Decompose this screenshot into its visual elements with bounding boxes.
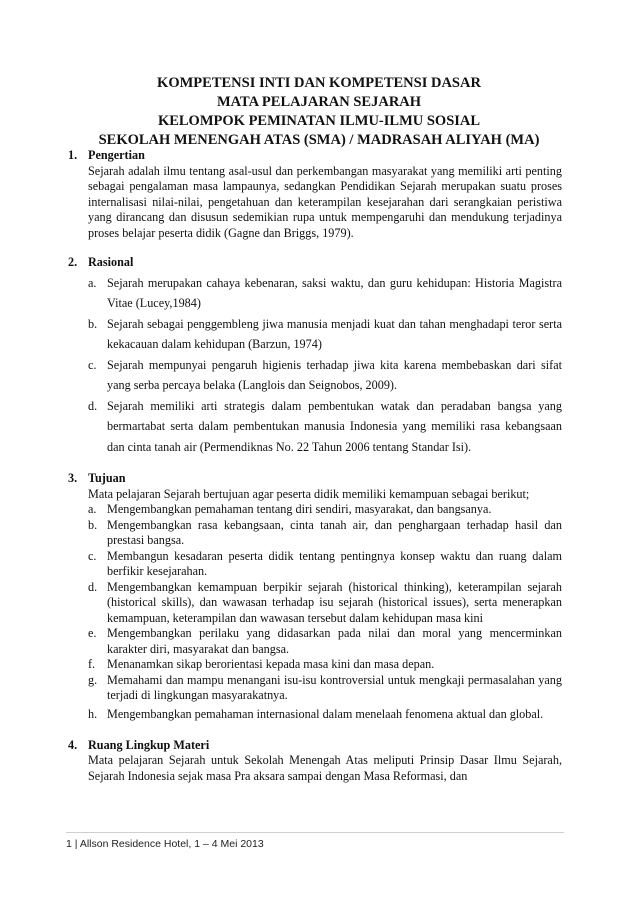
document-title <box>60 74 578 150</box>
section-heading: Rasional <box>88 255 134 269</box>
tujuan-list <box>88 502 562 724</box>
list-text: Sejarah memiliki arti strategis dalam pembentukan watak dan peradaban bangsa yang bermartabat serta dalam pembentukan manusia Indonesia yang memiliki rasa kebangsaan dan cinta tanah air (Permendiknas No. 22 Tahun 2006 tentang Standar Isi). <box>107 398 562 454</box>
list-text: Mengembangkan perilaku yang didasarkan pada nilai dan moral yang mencerminkan karakter diri, masyarakat dan bangsa. <box>107 626 562 656</box>
title-line-3: KELOMPOK PEMINATAN ILMU-ILMU SOSIAL <box>157 113 481 129</box>
list-letter: c. <box>88 548 97 563</box>
list-letter: d. <box>88 579 98 594</box>
list-item <box>88 273 562 314</box>
section-rasional <box>68 255 562 457</box>
list-text: Mengembangkan pemahaman tentang diri sendiri, masyarakat, dan bangsanya. <box>107 502 492 516</box>
page-footer: 1 | Allson Residence Hotel, 1 – 4 Mei 2013 <box>66 838 264 850</box>
list-text: Mengembangkan rasa kebangsaan, cinta tanah air, dan penghargaan terhadap hasil dan prestasi bangsa. <box>107 517 562 547</box>
list-letter: b. <box>88 316 98 331</box>
list-text: Memahami dan mampu menangani isu-isu kontroversial untuk mengkaji permasalahan yang terjadi di lingkungan masyarakatnya. <box>107 672 562 702</box>
list-letter: h. <box>88 706 98 721</box>
section-paragraph: Mata pelajaran Sejarah untuk Sekolah Menengah Atas meliputi Prinsip Dasar Ilmu Sejarah, Sejarah Indonesia sejak masa Pra aksara sampai dengan Masa Reformasi, dan <box>88 753 562 783</box>
section-heading: Pengertian <box>88 148 145 162</box>
list-text: Sejarah merupakan cahaya kebenaran, saksi waktu, dan guru kehidupan: Historia Magistra Vitae (Lucey,1984) <box>107 275 562 310</box>
list-item <box>88 704 562 724</box>
title-line-4: SEKOLAH MENENGAH ATAS (SMA) / MADRASAH ALIYAH (MA) <box>98 132 540 148</box>
section-number: 4. <box>68 737 78 752</box>
list-text: Mengembangkan pemahaman internasional dalam menelaah fenomena aktual dan global. <box>107 706 544 721</box>
list-letter: a. <box>88 275 97 290</box>
list-letter: b. <box>88 517 98 532</box>
list-item <box>88 549 562 580</box>
section-paragraph: Sejarah adalah ilmu tentang asal-usul dan perkembangan masyarakat yang memiliki arti penting sebagai pengalaman masa lampaunya, sedangkan Pendidikan Sejarah merupakan suatu proses internalisasi nilai-nilai, pengetahuan dan keterampilan kesejarahan dari serangkaian peristiwa yang dirancang dan disusun sedemikian rupa untuk mempengaruhi dan mendukung terjadinya proses belajar peserta didik (Gagne dan Briggs, 1979). <box>88 163 562 240</box>
list-item <box>88 355 562 396</box>
section-ruang-lingkup <box>68 738 562 785</box>
section-paragraph: Mata pelajaran Sejarah bertujuan agar peserta didik memiliki kemampuan sebagai berikut; <box>88 486 530 501</box>
list-text: Menanamkan sikap berorientasi kepada masa kini dan masa depan. <box>107 657 435 671</box>
list-text: Membangun kesadaran peserta didik tentang pentingnya konsep waktu dan ruang dalam berfikir kesejarahan. <box>107 548 562 578</box>
section-tujuan <box>68 471 562 724</box>
footer-divider <box>66 832 564 833</box>
title-line-1: KOMPETENSI INTI DAN KOMPETENSI DASAR <box>157 75 481 91</box>
section-number: 3. <box>68 471 78 485</box>
list-item <box>88 396 562 458</box>
list-letter: c. <box>88 357 97 372</box>
section-heading: Ruang Lingkup Materi <box>88 737 210 752</box>
list-item <box>88 314 562 355</box>
list-item <box>88 673 562 704</box>
list-item <box>88 518 562 549</box>
list-text: Sejarah mempunyai pengaruh higienis terhadap jiwa kita karena membebaskan dari sifat yang serba percaya belaka (Langlois dan Seignobos, 2009). <box>107 357 562 392</box>
section-number: 2. <box>68 255 78 269</box>
list-item <box>88 626 562 657</box>
list-item <box>88 657 562 673</box>
list-item <box>88 580 562 627</box>
document-body <box>68 148 562 798</box>
section-pengertian <box>68 148 562 241</box>
list-text: Sejarah sebagai penggembleng jiwa manusia menjadi kuat dan tahan menghadapi teror serta kekacauan dalam kehidupan (Barzun, 1974) <box>107 316 562 351</box>
rasional-list <box>88 273 562 458</box>
section-heading: Tujuan <box>88 471 126 485</box>
list-letter: e. <box>88 626 97 640</box>
list-letter: g. <box>88 672 98 687</box>
list-letter: d. <box>88 398 98 413</box>
list-text: Mengembangkan kemampuan berpikir sejarah (historical thinking), keterampilan sejarah (historical skills), dan wawasan terhadap isu sejarah (historical issues), serta menerapkan kemampuan, keterampilan dan wawasan tersebut dalam kehidupan masa kini <box>107 579 562 625</box>
list-item <box>88 502 562 518</box>
title-line-2: MATA PELAJARAN SEJARAH <box>216 94 422 110</box>
section-number: 1. <box>68 148 78 162</box>
list-letter: f. <box>88 657 96 671</box>
list-letter: a. <box>88 502 97 516</box>
